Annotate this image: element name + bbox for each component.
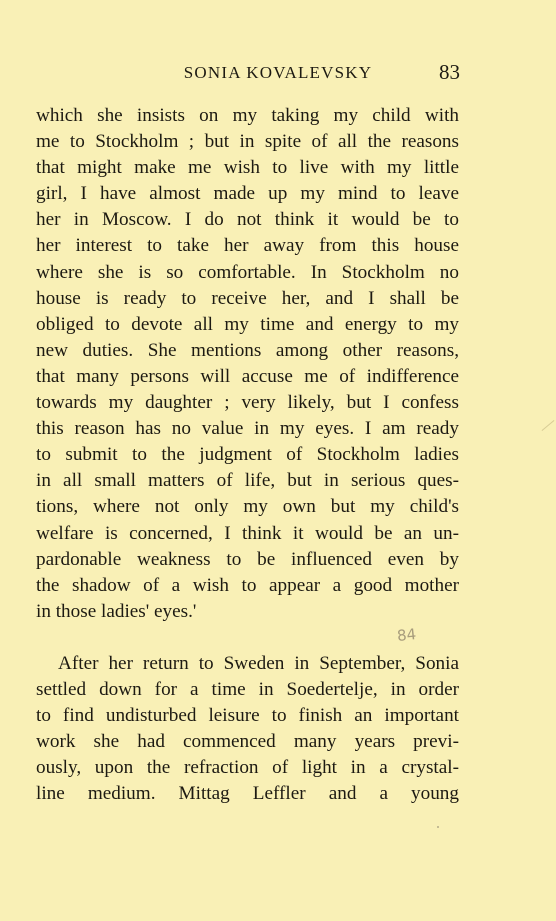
paper-mark xyxy=(542,420,555,431)
paragraph-1 xyxy=(36,103,459,625)
text-line: her interest to take her away from this house xyxy=(36,235,459,257)
text-line: pardonable weakness to be influenced even by xyxy=(36,548,459,570)
paragraph-2 xyxy=(36,651,459,808)
text-line: me to Stockholm ; but in spite of all the reasons xyxy=(36,131,459,153)
text-line: that might make me wish to live with my little xyxy=(36,157,459,179)
text-line: to submit to the judgment of Stockholm ladies xyxy=(36,444,459,466)
pencil-annotation: 84 xyxy=(396,625,417,645)
text-line: which she insists on my taking my child with xyxy=(36,105,459,126)
text-line: work she had commenced many years previ- xyxy=(36,731,459,753)
text-line: in all small matters of life, but in serious ques- xyxy=(36,470,459,492)
running-title: SONIA KOVALEVSKY xyxy=(183,63,373,82)
text-line: settled down for a time in Soedertelje, in order xyxy=(36,679,459,701)
text-line: in those ladies' eyes.' xyxy=(36,600,197,622)
text-line: tions, where not only my own but my child's xyxy=(36,496,459,518)
text-line: ously, upon the refraction of light in a crystal- xyxy=(36,757,459,779)
text-line: the shadow of a wish to appear a good mother xyxy=(36,574,459,596)
text-line: new duties. She mentions among other reasons, xyxy=(36,339,459,361)
text-line: line medium. Mittag Leffler and a young xyxy=(36,783,459,805)
text-line: towards my daughter ; very likely, but I confess xyxy=(36,392,459,414)
text-line: this reason has no value in my eyes. I am ready xyxy=(36,418,459,440)
text-line: house is ready to receive her, and I shall be xyxy=(36,287,459,309)
paper-speck xyxy=(437,826,439,828)
text-line: After her return to Sweden in September, Sonia xyxy=(58,653,459,674)
text-line: her in Moscow. I do not think it would be to xyxy=(36,209,459,231)
text-line: welfare is concerned, I think it would be an un- xyxy=(36,522,459,544)
text-line: girl, I have almost made up my mind to leave xyxy=(36,183,459,205)
text-line: to find undisturbed leisure to finish an important xyxy=(36,705,459,727)
text-line: obliged to devote all my time and energy to my xyxy=(36,313,459,335)
text-line: where she is so comfortable. In Stockholm no xyxy=(36,261,459,283)
page-number: 83 xyxy=(439,60,460,84)
text-line: that many persons will accuse me of indifference xyxy=(36,365,459,387)
